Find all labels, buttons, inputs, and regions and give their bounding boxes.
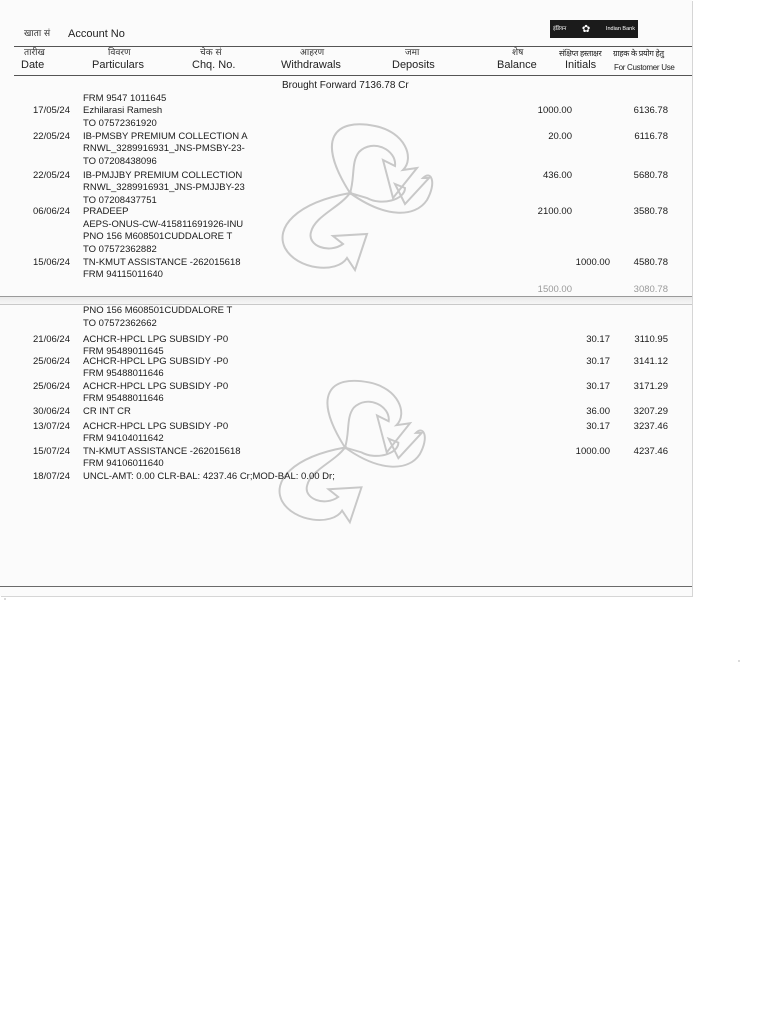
transaction-deposit: 1000.00 [575, 257, 610, 268]
transaction-particulars: AEPS-ONUS-CW-415811691926-INU [83, 219, 244, 230]
col-date: Date [21, 59, 45, 71]
transaction-deposit: 30.17 [586, 356, 610, 367]
transaction-withdrawal: 20.00 [548, 131, 572, 142]
transaction-balance: 6116.78 [634, 131, 668, 142]
transaction-particulars: TO 07572362662 [83, 318, 157, 329]
transaction-particulars: ACHCR-HPCL LPG SUBSIDY -P0 [83, 421, 229, 432]
transaction-particulars: FRM 9547 1011645 [83, 93, 167, 104]
transaction-particulars: PRADEEP [83, 206, 129, 217]
faded-balance: 3080.78 [633, 284, 668, 295]
transaction-particulars: ACHCR-HPCL LPG SUBSIDY -P0 [83, 356, 229, 367]
transaction-particulars: TN-KMUT ASSISTANCE -262015618 [83, 257, 241, 268]
transaction-particulars: FRM 95489011645 [83, 346, 164, 357]
bank-emblem-icon: ✿ [581, 23, 591, 35]
transaction-withdrawal: 2100.00 [537, 206, 572, 217]
transaction-date: 25/06/24 [33, 381, 70, 392]
col-initials: Initials [565, 59, 597, 71]
transaction-particulars: TO 07572362882 [83, 244, 157, 255]
bank-watermark-icon [250, 365, 440, 530]
transaction-balance: 3171.29 [633, 381, 668, 392]
transaction-date: 22/05/24 [33, 131, 70, 142]
col-balance: Balance [497, 59, 537, 71]
account-label: Account No [68, 28, 125, 40]
transaction-particulars: TN-KMUT ASSISTANCE -262015618 [83, 446, 241, 457]
transaction-balance: 3580.78 [633, 206, 668, 217]
transaction-withdrawal: 1000.00 [537, 105, 572, 116]
faded-withdrawal: 1500.00 [537, 284, 572, 295]
account-label-hindi: खाता सं [24, 29, 51, 39]
transaction-particulars: IB-PMJJBY PREMIUM COLLECTION [83, 170, 243, 181]
bank-logo-hindi: इंडियन [553, 25, 567, 32]
transaction-date: 15/06/24 [33, 257, 70, 268]
transaction-deposit: 36.00 [586, 406, 610, 417]
transaction-balance: 3207.29 [633, 406, 668, 417]
bank-logo-text: Indian Bank [605, 25, 635, 32]
transaction-particulars: FRM 94104011642 [83, 433, 164, 444]
transaction-deposit: 30.17 [586, 381, 610, 392]
transaction-date: 22/05/24 [33, 170, 70, 181]
transaction-particulars: UNCL-AMT: 0.00 CLR-BAL: 4237.46 Cr;MOD-BAL: 0.00 Dr; [83, 471, 335, 482]
transaction-withdrawal: 436.00 [542, 170, 572, 181]
col-date-hi: तारीख [24, 48, 45, 58]
col-deposits: Deposits [392, 59, 435, 71]
transaction-particulars: RNWL_3289916931_JNS-PMSBY-23- [83, 143, 245, 154]
col-balance-hi: शेष [512, 48, 524, 58]
transaction-particulars: FRM 94106011640 [83, 458, 164, 469]
col-particulars-hi: विवरण [108, 48, 131, 58]
transaction-particulars: RNWL_3289916931_JNS-PMJJBY-23 [83, 182, 245, 193]
transaction-deposit: 30.17 [586, 421, 610, 432]
transaction-particulars: FRM 95488011646 [83, 393, 164, 404]
col-withdrawals: Withdrawals [281, 59, 341, 71]
transaction-particulars: ACHCR-HPCL LPG SUBSIDY -P0 [83, 381, 229, 392]
transaction-date: 15/07/24 [33, 446, 70, 457]
bank-watermark-icon [255, 108, 445, 278]
col-chq: Chq. No. [192, 59, 236, 71]
transaction-deposit: 30.17 [586, 334, 610, 345]
page-bottom-rule [0, 586, 692, 587]
transaction-particulars: PNO 156 M608501CUDDALORE T [83, 231, 233, 242]
transaction-date: 18/07/24 [33, 471, 70, 482]
col-withdrawals-hi: आहरण [300, 48, 325, 58]
transaction-particulars: TO 07208437751 [83, 195, 157, 206]
transaction-particulars: CR INT CR [83, 406, 131, 417]
page-fold [0, 296, 692, 305]
header-bottom-rule [14, 75, 692, 76]
transaction-particulars: FRM 95488011646 [83, 368, 164, 379]
transaction-particulars: TO 07208438096 [83, 156, 157, 167]
transaction-balance: 3110.95 [634, 334, 668, 345]
transaction-particulars: TO 07572361920 [83, 118, 157, 129]
transaction-balance: 4580.78 [633, 257, 668, 268]
header-top-rule [14, 46, 692, 47]
transaction-particulars: PNO 156 M608501CUDDALORE T [83, 305, 233, 316]
transaction-balance: 4237.46 [633, 446, 668, 457]
brought-forward: Brought Forward 7136.78 Cr [282, 80, 409, 91]
transaction-date: 13/07/24 [33, 421, 70, 432]
col-customer-use: For Customer Use [614, 63, 675, 72]
transaction-balance: 6136.78 [633, 105, 668, 116]
col-particulars: Particulars [92, 59, 144, 71]
transaction-particulars: IB-PMSBY PREMIUM COLLECTION A [83, 131, 248, 142]
col-deposits-hi: जमा [405, 48, 420, 58]
scan-speck [738, 660, 740, 662]
col-initials-hi: संक्षिप्त हस्ताक्षर [559, 49, 602, 58]
transaction-balance: 5680.78 [633, 170, 668, 181]
transaction-particulars: FRM 94115011640 [83, 269, 163, 280]
transaction-balance: 3237.46 [633, 421, 668, 432]
transaction-particulars: ACHCR-HPCL LPG SUBSIDY -P0 [83, 334, 229, 345]
transaction-balance: 3141.12 [633, 356, 668, 367]
transaction-date: 17/05/24 [33, 105, 70, 116]
col-chq-hi: चेक सं [200, 48, 222, 58]
bank-logo [550, 20, 638, 38]
transaction-particulars: Ezhilarasi Ramesh [83, 105, 163, 116]
scan-speck [4, 598, 6, 600]
col-customer-use-hi: ग्राहक के प्रयोग हेतु [613, 49, 664, 58]
transaction-date: 25/06/24 [33, 356, 70, 367]
transaction-date: 30/06/24 [33, 406, 70, 417]
transaction-date: 21/06/24 [33, 334, 70, 345]
transaction-deposit: 1000.00 [575, 446, 610, 457]
transaction-date: 06/06/24 [33, 206, 70, 217]
